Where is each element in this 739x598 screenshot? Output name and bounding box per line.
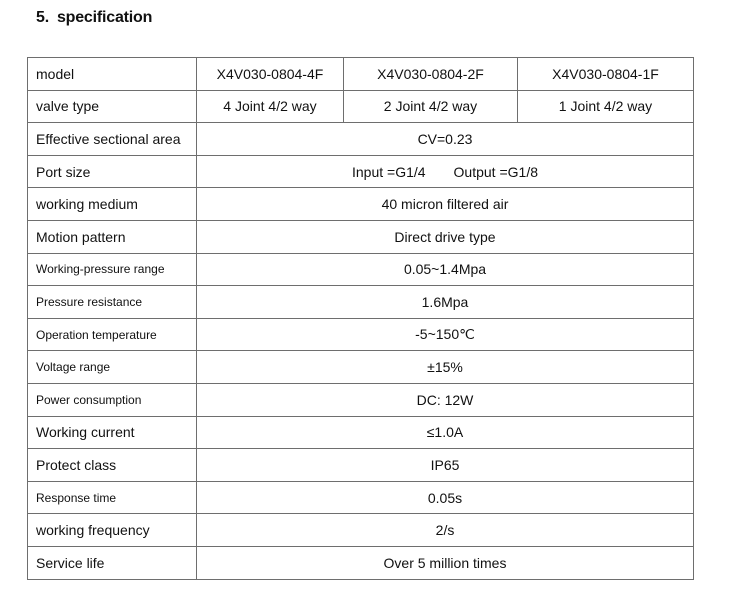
port-size-value [197,155,694,188]
row-port-size [28,155,694,188]
row-working-pressure [28,253,694,286]
row-protect-class [28,449,694,482]
working-pressure-value: 0.05~1.4Mpa [197,253,694,286]
label-effective-area: Effective sectional area [28,123,197,156]
model-value-2f: X4V030-0804-2F [344,58,518,91]
row-working-current [28,416,694,449]
row-working-frequency [28,514,694,547]
label-working-current: Working current [28,416,197,449]
port-size-output: Output =G1/8 [453,163,538,180]
row-operation-temperature [28,318,694,351]
label-port-size: Port size [28,155,197,188]
port-size-input: Input =G1/4 [351,163,426,180]
label-model: model [28,58,197,91]
label-working-pressure: Working-pressure range [28,253,197,286]
section-heading [36,9,152,27]
motion-pattern-value: Direct drive type [197,220,694,253]
effective-area-value: CV=0.23 [197,123,694,156]
label-pressure-resistance: Pressure resistance [28,286,197,319]
response-time-value: 0.05s [197,481,694,514]
row-response-time [28,481,694,514]
power-consumption-value: DC: 12W [197,383,694,416]
label-valve-type: valve type [28,90,197,123]
valve-type-value-4f: 4 Joint 4/2 way [197,90,344,123]
label-power-consumption: Power consumption [28,383,197,416]
label-response-time: Response time [28,481,197,514]
row-voltage-range [28,351,694,384]
row-motion-pattern [28,220,694,253]
row-pressure-resistance [28,286,694,319]
label-protect-class: Protect class [28,449,197,482]
pressure-resistance-value: 1.6Mpa [197,286,694,319]
label-service-life: Service life [28,546,197,579]
label-working-medium: working medium [28,188,197,221]
label-voltage-range: Voltage range [28,351,197,384]
label-motion-pattern: Motion pattern [28,220,197,253]
row-working-medium [28,188,694,221]
specification-table [27,57,694,580]
working-current-value: ≤1.0A [197,416,694,449]
section-title: specification [56,9,153,26]
protect-class-value: IP65 [197,449,694,482]
valve-type-value-2f: 2 Joint 4/2 way [344,90,518,123]
section-number: 5. [36,9,49,26]
voltage-range-value: ±15% [197,351,694,384]
row-model [28,58,694,91]
row-service-life [28,546,694,579]
service-life-value: Over 5 million times [197,546,694,579]
model-value-1f: X4V030-0804-1F [518,58,694,91]
working-medium-value: 40 micron filtered air [197,188,694,221]
model-value-4f: X4V030-0804-4F [197,58,344,91]
valve-type-value-1f: 1 Joint 4/2 way [518,90,694,123]
label-operation-temperature: Operation temperature [28,318,197,351]
row-effective-area [28,123,694,156]
row-valve-type [28,90,694,123]
operation-temperature-value: -5~150℃ [197,318,694,351]
working-frequency-value: 2/s [197,514,694,547]
label-working-frequency: working frequency [28,514,197,547]
row-power-consumption [28,383,694,416]
